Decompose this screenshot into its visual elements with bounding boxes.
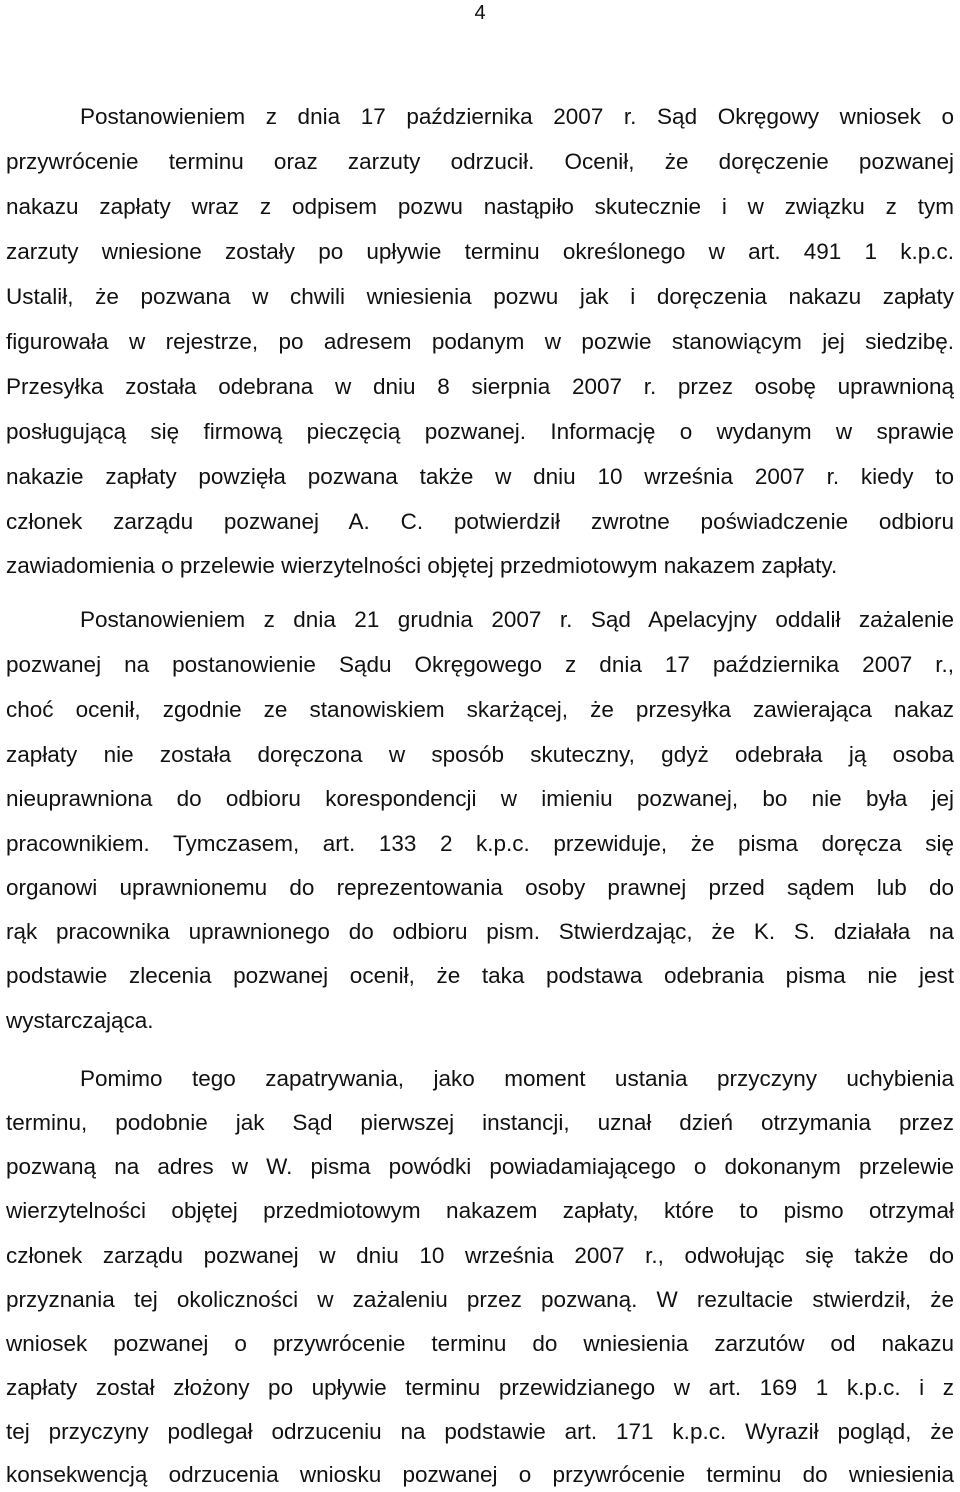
text-line: Postanowieniem z dnia 21 grudnia 2007 r. Sąd Apelacyjny oddalił zażalenie [80, 607, 954, 632]
text-line: wystarczająca. [6, 1008, 154, 1033]
text-line: Postanowieniem z dnia 17 października 2007 r. Sąd Okręgowy wniosek o [80, 104, 954, 129]
text-line: figurowała w rejestrze, po adresem podanym w pozwie stanowiącym jej siedzibę. [6, 329, 954, 354]
text-line: Ustalił, że pozwana w chwili wniesienia pozwu jak i doręczenia nakazu zapłaty [6, 284, 954, 309]
text-line: podstawie zlecenia pozwanej ocenił, że taka podstawa odebrania pisma nie jest [6, 963, 954, 988]
text-line: nieuprawniona do odbioru korespondencji w imieniu pozwanej, bo nie była jej [6, 786, 954, 811]
text-line: członek zarządu pozwanej A. C. potwierdził zwrotne poświadczenie odbioru [6, 509, 954, 534]
text-line: przywrócenie terminu oraz zarzuty odrzucił. Ocenił, że doręczenie pozwanej [6, 149, 954, 174]
text-line: wierzytelności objętej przedmiotowym nakazem zapłaty, które to pismo otrzymał [6, 1198, 954, 1223]
text-line: pozwaną na adres w W. pisma powódki powiadamiającego o dokonanym przelewie [6, 1154, 954, 1179]
text-line: konsekwencją odrzucenia wniosku pozwanej o przywrócenie terminu do wniesienia [6, 1462, 954, 1487]
text-line: organowi uprawnionemu do reprezentowania osoby prawnej przed sądem lub do [6, 875, 954, 900]
text-line: choć ocenił, zgodnie ze stanowiskiem skarżącej, że przesyłka zawierająca nakaz [6, 697, 954, 722]
text-line: nakazie zapłaty powzięła pozwana także w dniu 10 września 2007 r. kiedy to [6, 464, 954, 489]
text-line: zarzuty wniesione zostały po upływie terminu określonego w art. 491 1 k.p.c. [6, 239, 954, 264]
text-line: posługującą się firmową pieczęcią pozwanej. Informację o wydanym w sprawie [6, 419, 954, 444]
text-line: przyznania tej okoliczności w zażaleniu przez pozwaną. W rezultacie stwierdził, że [6, 1287, 954, 1312]
text-line: pracownikiem. Tymczasem, art. 133 2 k.p.c. przewiduje, że pisma doręcza się [6, 831, 954, 856]
text-line: zapłaty został złożony po upływie terminu przewidzianego w art. 169 1 k.p.c. i z [6, 1375, 954, 1400]
text-line: Przesyłka została odebrana w dniu 8 sierpnia 2007 r. przez osobę uprawnioną [6, 374, 954, 399]
text-line: nakazu zapłaty wraz z odpisem pozwu nastąpiło skutecznie i w związku z tym [6, 194, 954, 219]
text-line: zapłaty nie została doręczona w sposób skuteczny, gdyż odebrała ją osoba [6, 742, 954, 767]
text-line: Pomimo tego zapatrywania, jako moment ustania przyczyny uchybienia [80, 1066, 954, 1091]
text-line: terminu, podobnie jak Sąd pierwszej instancji, uznał dzień otrzymania przez [6, 1110, 954, 1135]
text-line: zawiadomienia o przelewie wierzytelności objętej przedmiotowym nakazem zapłaty. [6, 553, 838, 578]
text-line: członek zarządu pozwanej w dniu 10 września 2007 r., odwołując się także do [6, 1243, 954, 1268]
page-number: 4 [474, 2, 486, 24]
text-line: rąk pracownika uprawnionego do odbioru pism. Stwierdzając, że K. S. działała na [6, 919, 954, 944]
text-line: wniosek pozwanej o przywrócenie terminu do wniesienia zarzutów od nakazu [6, 1331, 954, 1356]
text-line: tej przyczyny podlegał odrzuceniu na podstawie art. 171 k.p.c. Wyraził pogląd, że [6, 1419, 954, 1444]
text-line: pozwanej na postanowienie Sądu Okręgowego z dnia 17 października 2007 r., [6, 652, 954, 677]
